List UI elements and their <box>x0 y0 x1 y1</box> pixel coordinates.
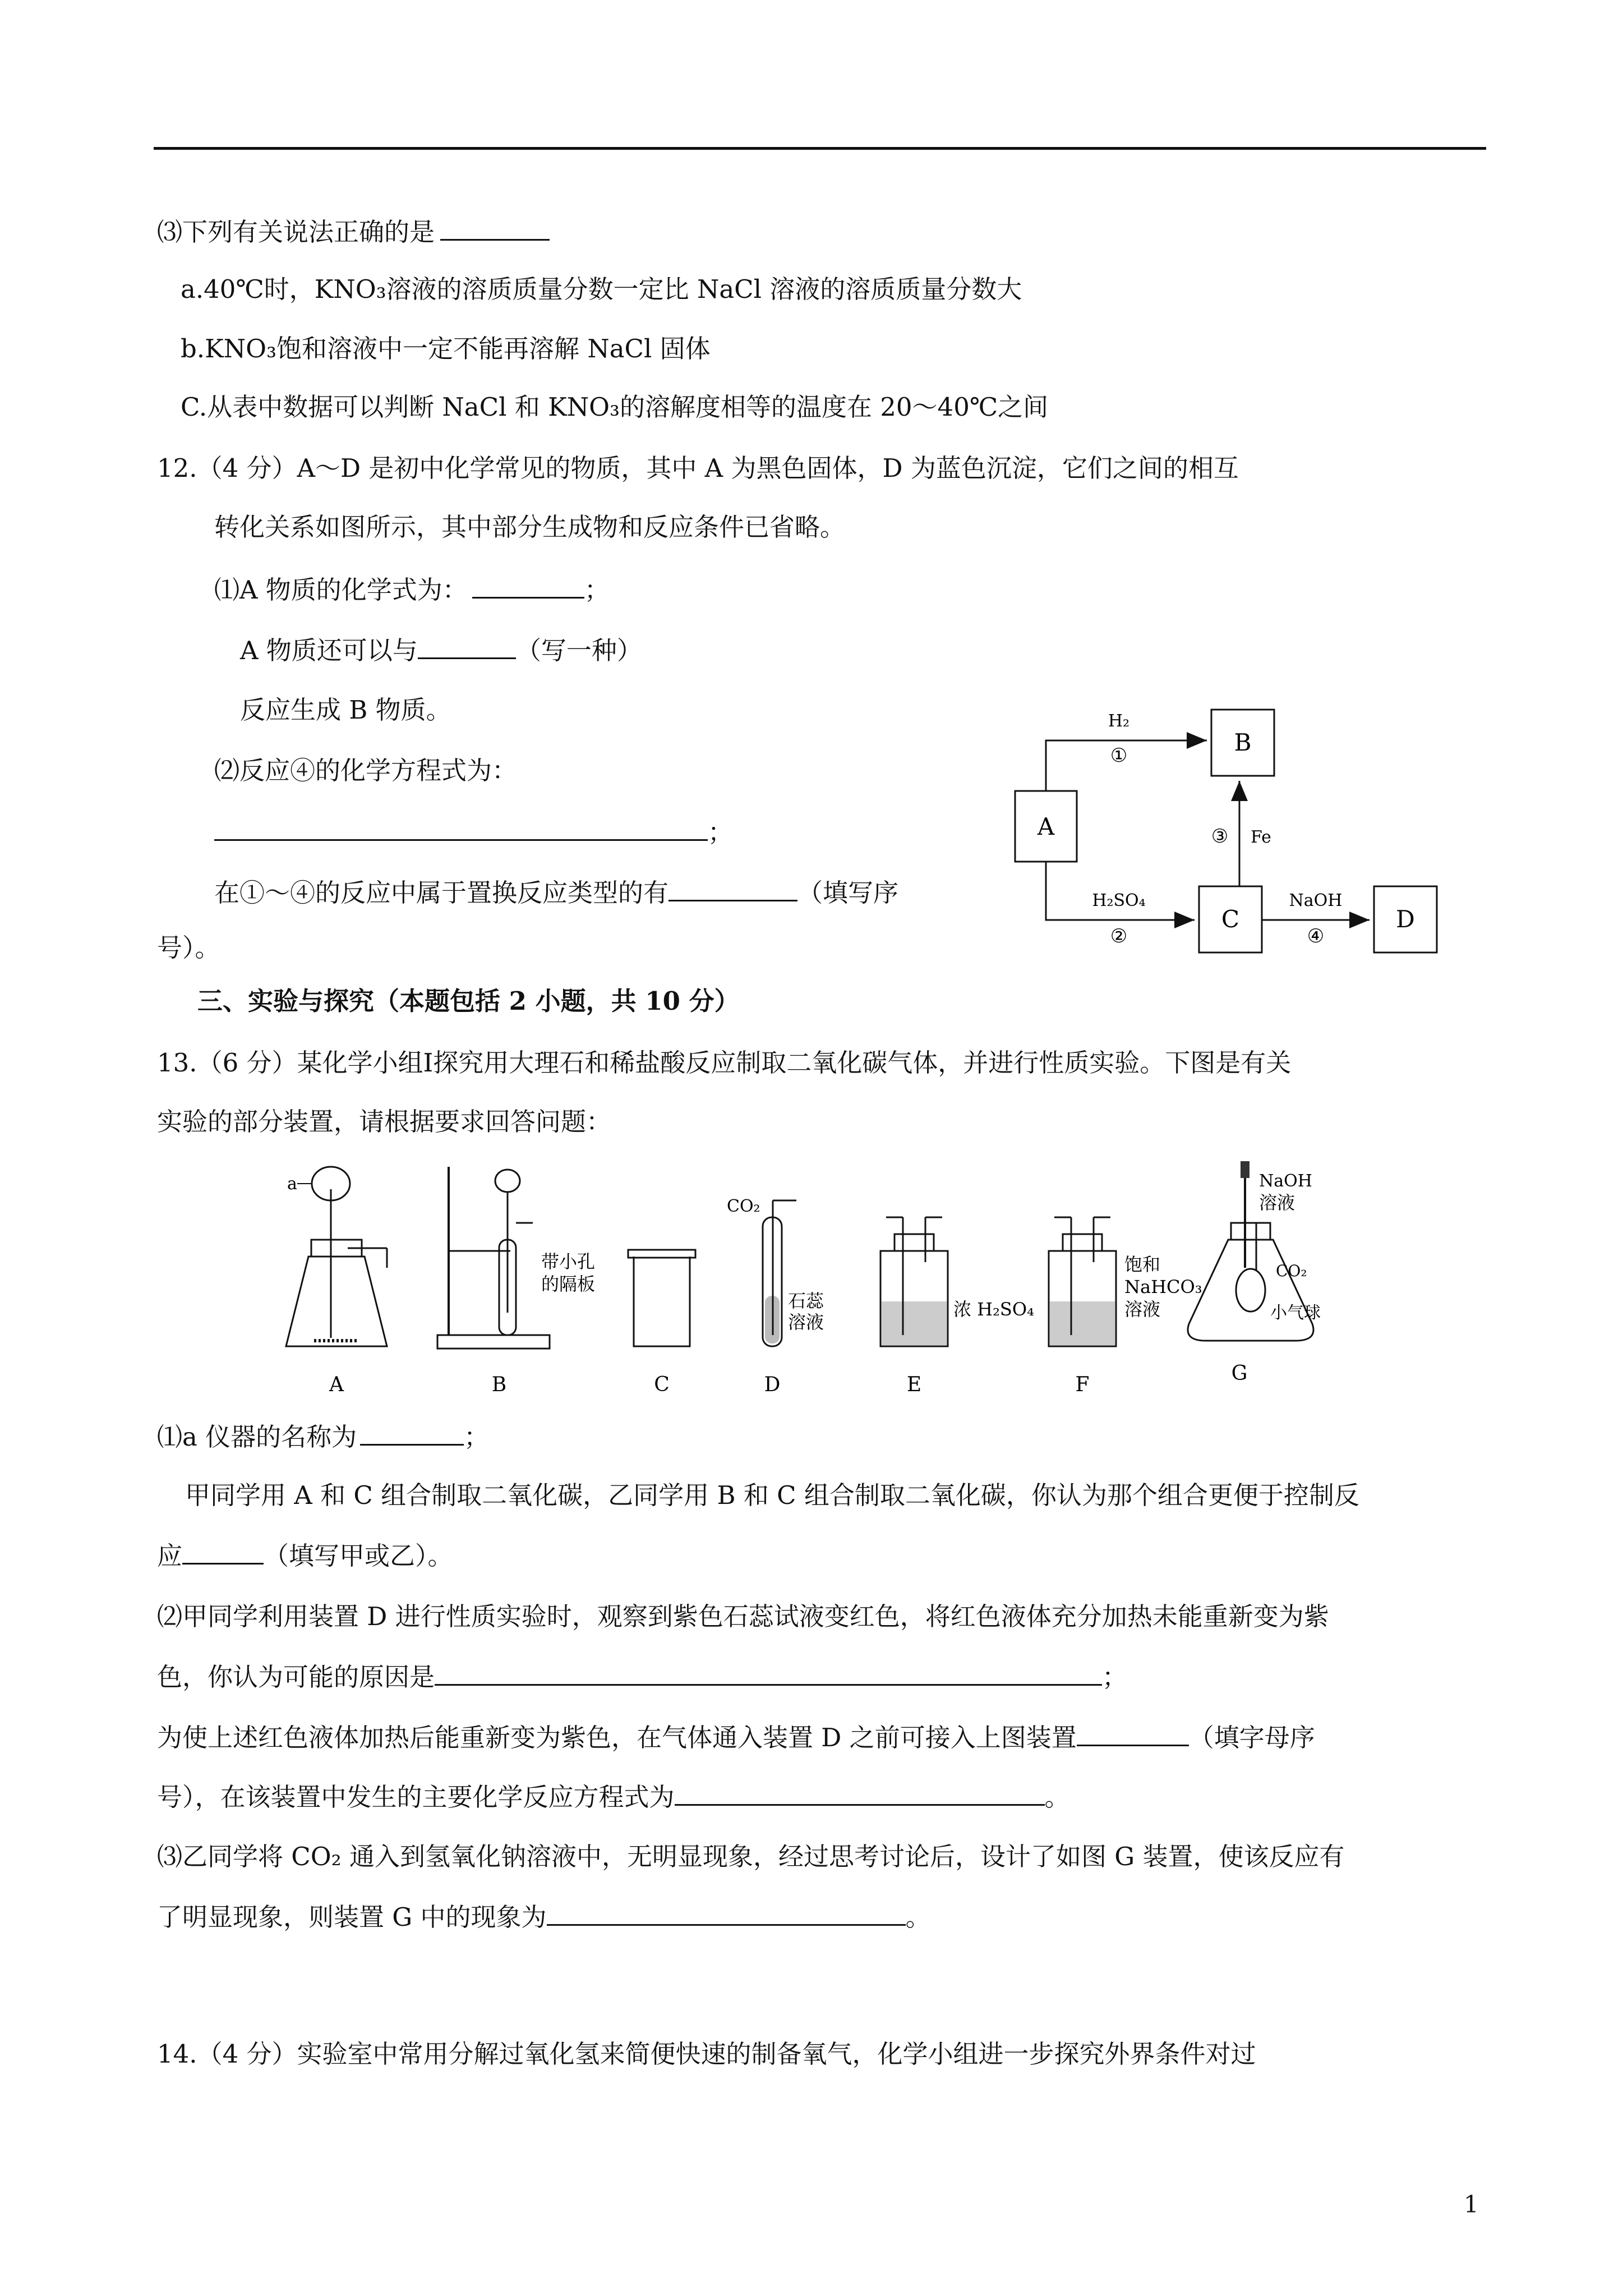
label-b: B <box>491 1373 507 1396</box>
label-h2: H₂ <box>1108 711 1130 731</box>
q12-part2: ⑵反应④的化学方程式为： <box>214 756 518 785</box>
answer-blank[interactable] <box>668 875 797 901</box>
box-d-label: D <box>1396 905 1415 933</box>
g-note1: NaOH <box>1259 1171 1312 1191</box>
answer-blank[interactable] <box>360 1419 464 1446</box>
answer-blank[interactable] <box>472 572 584 599</box>
q12-part1c: 反应生成 B 物质。 <box>240 695 451 725</box>
b-note1: 带小孔 <box>541 1251 596 1272</box>
g-co2: CO₂ <box>1276 1262 1307 1280</box>
q13-part1: ⑴a 仪器的名称为 ； <box>157 1419 489 1454</box>
g-ball: 小气球 <box>1270 1303 1321 1323</box>
q12-part2-answer: ； <box>214 815 733 849</box>
g-note2: 溶液 <box>1259 1192 1295 1213</box>
q12-line2: 转化关系如图所示，其中部分生成物和反应条件已省略。 <box>214 512 846 542</box>
apparatus-g <box>1188 1161 1321 1385</box>
apparatus-e <box>880 1217 1034 1396</box>
q13-part3b: 了明显现象，则装置 G 中的现象为 。 <box>157 1899 931 1934</box>
q13-part3: ⑶乙同学将 CO₂ 通入到氢氧化钠溶液中，无明显现象，经过思考讨论后，设计了如图 G 装置，使该反应有 <box>157 1842 1345 1871</box>
q13-line1: 13.（6 分）某化学小组Ⅰ探究用大理石和稀盐酸反应制取二氧化碳气体，并进行性质实验。下图是有关 <box>157 1048 1292 1078</box>
q11-3-option-c: C.从表中数据可以判断 NaCl 和 KNO₃的溶解度相等的温度在 20～40℃之间 <box>181 392 1049 422</box>
q12-part1: ⑴A 物质的化学式为： ； <box>214 572 610 607</box>
label-4: ④ <box>1307 925 1325 947</box>
section-3-heading: 三、实验与探究（本题包括 2 小题，共 10 分） <box>197 986 740 1016</box>
label-fe: Fe <box>1251 827 1271 847</box>
answer-blank[interactable] <box>1077 1720 1189 1746</box>
q12-part3: 在①～④的反应中属于置换反应类型的有 （填写序 <box>214 875 898 910</box>
apparatus-c <box>628 1250 695 1396</box>
q11-3-option-a: a.40℃时，KNO₃溶液的溶质质量分数一定比 NaCl 溶液的溶质质量分数大 <box>181 274 1022 304</box>
q11-3-option-b: b.KNO₃饱和溶液中一定不能再溶解 NaCl 固体 <box>181 334 711 364</box>
q13-part1c: 应 （填写甲或乙）。 <box>157 1538 453 1573</box>
q12-part1b: A 物质还可以与 （写一种） <box>240 633 642 668</box>
f-note1: 饱和 <box>1124 1254 1161 1275</box>
apparatus-b <box>437 1167 595 1396</box>
page-number: 1 <box>1464 2191 1479 2218</box>
q13-line2: 实验的部分装置，请根据要求回答问题： <box>157 1107 612 1137</box>
answer-blank[interactable] <box>418 633 516 659</box>
q13-part2b: 色，你认为可能的原因是 ； <box>157 1659 1127 1694</box>
label-e: E <box>906 1373 922 1396</box>
header-rule <box>154 147 1486 150</box>
q13-part2: ⑵甲同学利用装置 D 进行性质实验时，观察到紫色石蕊试液变红色，将红色液体充分加热未能重新变为紫 <box>157 1602 1329 1631</box>
e-note: 浓 H₂SO₄ <box>953 1299 1034 1320</box>
q12-line1: 12.（4 分）A～D 是初中化学常见的物质，其中 A 为黑色固体，D 为蓝色沉淀，它们之间的相互 <box>157 453 1239 483</box>
apparatus-d <box>727 1197 824 1396</box>
answer-blank[interactable] <box>182 1538 264 1565</box>
label-g: G <box>1231 1362 1248 1385</box>
q12-part3-cont: 号）。 <box>157 933 220 963</box>
b-note2: 的隔板 <box>541 1273 596 1295</box>
apparatus-f <box>1049 1217 1202 1396</box>
label-3: ③ <box>1211 825 1229 848</box>
answer-blank[interactable] <box>675 1779 1045 1806</box>
label-c: C <box>654 1373 670 1396</box>
q13-part2c: 为使上述红色液体加热后能重新变为紫色，在气体通入装置 D 之前可接入上图装置 （填字母序 <box>157 1720 1315 1755</box>
q11-3-stem: ⑶下列有关说法正确的是 <box>157 214 550 249</box>
f-note3: 溶液 <box>1124 1299 1161 1320</box>
apparatus-a <box>286 1167 387 1396</box>
label-h2so4: H₂SO₄ <box>1092 891 1146 910</box>
answer-blank[interactable] <box>435 1659 1102 1686</box>
label-d: D <box>764 1373 781 1396</box>
label-a: A <box>329 1373 344 1396</box>
label-2: ② <box>1110 925 1128 947</box>
label-f: F <box>1075 1373 1090 1396</box>
box-c-label: C <box>1221 905 1240 933</box>
apparatus-figure <box>275 1156 1340 1402</box>
q14-line1: 14.（4 分）实验室中常用分解过氧化氢来简便快速的制备氧气，化学小组进一步探究外界条件对过 <box>157 2039 1256 2069</box>
reaction-diagram <box>1004 696 1492 965</box>
answer-blank[interactable] <box>214 815 708 841</box>
box-a-label: A <box>1037 813 1055 840</box>
f-note2: NaHCO₃ <box>1124 1276 1202 1297</box>
answer-blank[interactable] <box>440 214 550 241</box>
d-co2: CO₂ <box>727 1197 760 1216</box>
q13-part2d: 号），在该装置中发生的主要化学反应方程式为 。 <box>157 1779 1070 1814</box>
label-1: ① <box>1110 744 1128 767</box>
label-naoh: NaOH <box>1289 891 1343 910</box>
a-label: a <box>287 1174 297 1194</box>
answer-blank[interactable] <box>547 1899 906 1926</box>
d-note1: 石蕊 <box>788 1290 824 1312</box>
d-note2: 溶液 <box>788 1312 824 1333</box>
box-b-label: B <box>1234 729 1252 756</box>
q13-part1b: 甲同学用 A 和 C 组合制取二氧化碳，乙同学用 B 和 C 组合制取二氧化碳，你认为那个组合更便于控制反 <box>185 1480 1359 1510</box>
